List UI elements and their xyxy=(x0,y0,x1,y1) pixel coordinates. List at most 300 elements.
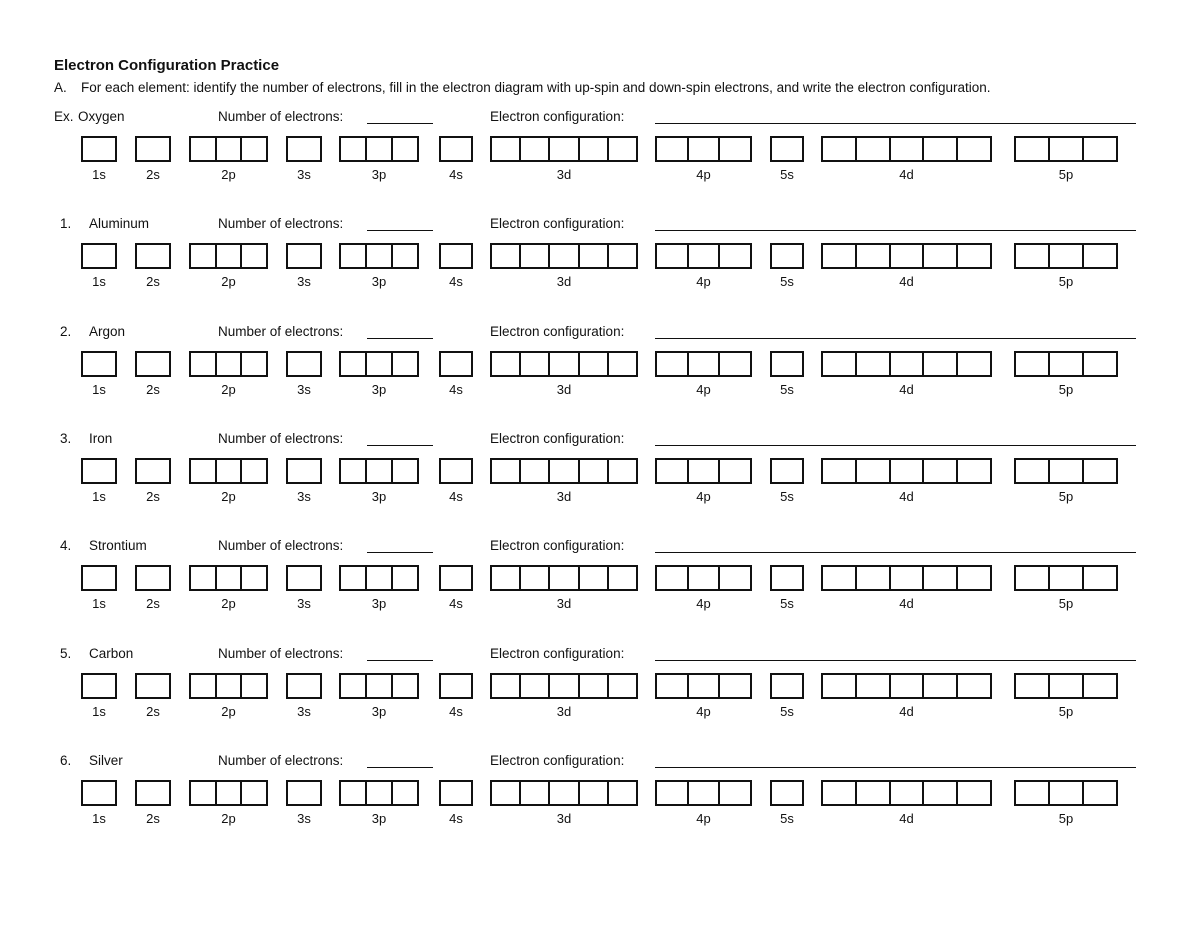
orbital-cell[interactable] xyxy=(548,567,577,589)
orbital-cell[interactable] xyxy=(1016,353,1048,375)
orbital-cell[interactable] xyxy=(657,567,687,589)
orbital-box-2s xyxy=(135,673,171,699)
orbital-cell[interactable] xyxy=(922,782,956,804)
orbital-cell[interactable] xyxy=(492,353,519,375)
orbital-cell[interactable] xyxy=(441,460,471,482)
orbital-box-3s xyxy=(286,243,322,269)
orbital-box-2p xyxy=(189,351,268,377)
num-electrons-blank[interactable] xyxy=(367,445,433,446)
orbital-cell[interactable] xyxy=(823,460,855,482)
orbital-label: 1s xyxy=(92,167,106,182)
orbital-box-5s xyxy=(770,673,804,699)
example-row xyxy=(0,108,1200,188)
orbital-cell[interactable] xyxy=(519,245,548,267)
orbital-cell[interactable] xyxy=(889,245,923,267)
orbital-cell[interactable] xyxy=(1082,782,1116,804)
orbital-box-5s xyxy=(770,243,804,269)
orbital-cell[interactable] xyxy=(718,567,750,589)
orbital-box-2p xyxy=(189,136,268,162)
orbital-cell[interactable] xyxy=(137,782,169,804)
orbital-cell[interactable] xyxy=(441,567,471,589)
element-name: Oxygen xyxy=(78,109,125,124)
orbital-label: 3p xyxy=(371,167,387,182)
orbital-cell[interactable] xyxy=(240,138,266,160)
orbital-cell[interactable] xyxy=(191,353,215,375)
orbital-cell[interactable] xyxy=(492,782,519,804)
orbital-cell[interactable] xyxy=(956,353,990,375)
orbital-box-4p xyxy=(655,136,752,162)
orbital-cell[interactable] xyxy=(578,567,607,589)
orbital-label: 5s xyxy=(780,596,794,611)
orbital-cell[interactable] xyxy=(83,353,115,375)
orbital-cell[interactable] xyxy=(240,245,266,267)
orbital-label: 5p xyxy=(1058,596,1074,611)
orbital-box-2s xyxy=(135,351,171,377)
orbital-cell[interactable] xyxy=(772,353,802,375)
orbital-cell[interactable] xyxy=(687,353,719,375)
orbital-box-3s xyxy=(286,136,322,162)
orbital-label: 3p xyxy=(371,274,387,289)
orbital-cell[interactable] xyxy=(607,138,636,160)
orbital-label: 2s xyxy=(146,167,160,182)
orbital-cell[interactable] xyxy=(889,675,923,697)
orbital-cell[interactable] xyxy=(855,138,889,160)
question-row xyxy=(0,430,1200,510)
orbital-box-2s xyxy=(135,136,171,162)
orbital-cell[interactable] xyxy=(718,460,750,482)
orbital-label: 1s xyxy=(92,382,106,397)
orbital-cell[interactable] xyxy=(548,782,577,804)
orbital-box-5s xyxy=(770,351,804,377)
orbital-label: 3d xyxy=(556,704,572,719)
orbital-cell[interactable] xyxy=(607,460,636,482)
orbital-label: 4p xyxy=(696,811,711,826)
orbital-cell[interactable] xyxy=(492,460,519,482)
orbital-cell[interactable] xyxy=(718,138,750,160)
orbital-label: 5p xyxy=(1058,811,1074,826)
orbital-cell[interactable] xyxy=(288,245,320,267)
orbital-cell[interactable] xyxy=(922,353,956,375)
element-name: Carbon xyxy=(89,646,134,661)
orbital-cell[interactable] xyxy=(772,782,802,804)
orbital-cell[interactable] xyxy=(772,567,802,589)
orbital-cell[interactable] xyxy=(365,567,391,589)
orbital-cell[interactable] xyxy=(855,782,889,804)
orbital-cell[interactable] xyxy=(1048,782,1082,804)
orbital-cell[interactable] xyxy=(191,138,215,160)
orbital-cell[interactable] xyxy=(288,353,320,375)
electron-config-blank[interactable] xyxy=(655,552,1136,553)
orbital-cell[interactable] xyxy=(607,567,636,589)
orbital-cell[interactable] xyxy=(1016,138,1048,160)
orbital-cell[interactable] xyxy=(607,353,636,375)
orbital-cell[interactable] xyxy=(1082,138,1116,160)
orbital-cell[interactable] xyxy=(922,567,956,589)
num-electrons-blank[interactable] xyxy=(367,338,433,339)
orbital-cell[interactable] xyxy=(772,675,802,697)
orbital-cell[interactable] xyxy=(823,567,855,589)
orbital-cell[interactable] xyxy=(956,460,990,482)
orbital-box-3s xyxy=(286,780,322,806)
orbital-cell[interactable] xyxy=(240,782,266,804)
orbital-cell[interactable] xyxy=(391,782,417,804)
orbital-label: 3d xyxy=(556,167,572,182)
orbital-box-5p xyxy=(1014,780,1118,806)
orbital-cell[interactable] xyxy=(687,675,719,697)
orbital-label: 4p xyxy=(696,704,711,719)
orbital-label: 5p xyxy=(1058,167,1074,182)
orbital-label: 4d xyxy=(899,382,914,397)
orbital-cell[interactable] xyxy=(391,675,417,697)
orbital-cell[interactable] xyxy=(83,782,115,804)
orbital-cell[interactable] xyxy=(956,138,990,160)
orbital-cell[interactable] xyxy=(823,675,855,697)
electron-config-blank[interactable] xyxy=(655,123,1136,124)
orbital-cell[interactable] xyxy=(341,782,365,804)
orbital-cell[interactable] xyxy=(889,460,923,482)
question-row xyxy=(0,645,1200,725)
element-name: Iron xyxy=(89,431,113,446)
orbital-cell[interactable] xyxy=(341,460,365,482)
orbital-cell[interactable] xyxy=(1048,460,1082,482)
orbital-cell[interactable] xyxy=(391,245,417,267)
orbital-cell[interactable] xyxy=(772,245,802,267)
orbital-cell[interactable] xyxy=(288,782,320,804)
orbital-cell[interactable] xyxy=(922,245,956,267)
orbital-label: 3d xyxy=(556,811,572,826)
orbital-label: 3p xyxy=(371,596,387,611)
electron-config-blank[interactable] xyxy=(655,338,1136,339)
orbital-label: 5s xyxy=(780,489,794,504)
orbital-cell[interactable] xyxy=(288,138,320,160)
orbital-cell[interactable] xyxy=(215,675,241,697)
question-number: 1. xyxy=(60,216,72,231)
orbital-cell[interactable] xyxy=(365,782,391,804)
orbital-label: 4s xyxy=(449,382,463,397)
orbital-box-2s xyxy=(135,780,171,806)
orbital-cell[interactable] xyxy=(341,567,365,589)
orbital-cell[interactable] xyxy=(137,353,169,375)
orbital-label: 3p xyxy=(371,704,387,719)
num-electrons-blank[interactable] xyxy=(367,230,433,231)
orbital-cell[interactable] xyxy=(365,353,391,375)
orbital-box-1s xyxy=(81,780,117,806)
orbital-cell[interactable] xyxy=(215,460,241,482)
electron-config-blank[interactable] xyxy=(655,230,1136,231)
orbital-box-5p xyxy=(1014,351,1118,377)
orbital-cell[interactable] xyxy=(191,782,215,804)
orbital-cell[interactable] xyxy=(889,138,923,160)
element-name: Silver xyxy=(89,753,123,768)
orbital-cell[interactable] xyxy=(855,460,889,482)
question-row xyxy=(0,323,1200,403)
question-number: 2. xyxy=(60,324,72,339)
orbital-cell[interactable] xyxy=(519,675,548,697)
orbital-cell[interactable] xyxy=(519,782,548,804)
orbital-cell[interactable] xyxy=(578,460,607,482)
orbital-box-5s xyxy=(770,458,804,484)
orbital-cell[interactable] xyxy=(1082,460,1116,482)
orbital-cell[interactable] xyxy=(607,675,636,697)
orbital-cell[interactable] xyxy=(240,675,266,697)
orbital-cell[interactable] xyxy=(1048,353,1082,375)
orbital-cell[interactable] xyxy=(548,138,577,160)
orbital-cell[interactable] xyxy=(341,353,365,375)
orbital-cell[interactable] xyxy=(718,675,750,697)
orbital-label: 4p xyxy=(696,596,711,611)
orbital-cell[interactable] xyxy=(823,138,855,160)
orbital-cell[interactable] xyxy=(137,567,169,589)
orbital-cell[interactable] xyxy=(391,567,417,589)
orbital-cell[interactable] xyxy=(657,675,687,697)
orbital-cell[interactable] xyxy=(441,675,471,697)
orbital-cell[interactable] xyxy=(83,138,115,160)
orbital-label: 3d xyxy=(556,274,572,289)
orbital-cell[interactable] xyxy=(83,567,115,589)
orbital-cell[interactable] xyxy=(240,353,266,375)
orbital-cell[interactable] xyxy=(772,460,802,482)
orbital-cell[interactable] xyxy=(889,782,923,804)
orbital-label: 4d xyxy=(899,489,914,504)
orbital-cell[interactable] xyxy=(519,567,548,589)
orbital-box-3d xyxy=(490,351,638,377)
orbital-cell[interactable] xyxy=(519,353,548,375)
num-electrons-label: Number of electrons: xyxy=(218,109,344,124)
orbital-cell[interactable] xyxy=(240,567,266,589)
num-electrons-label: Number of electrons: xyxy=(218,216,344,231)
orbital-cell[interactable] xyxy=(578,675,607,697)
orbital-cell[interactable] xyxy=(657,245,687,267)
orbital-cell[interactable] xyxy=(137,245,169,267)
orbital-cell[interactable] xyxy=(492,567,519,589)
orbital-box-1s xyxy=(81,136,117,162)
orbital-box-2s xyxy=(135,243,171,269)
orbital-cell[interactable] xyxy=(215,567,241,589)
orbital-box-3d xyxy=(490,780,638,806)
orbital-cell[interactable] xyxy=(365,138,391,160)
orbital-cell[interactable] xyxy=(1082,567,1116,589)
orbital-cell[interactable] xyxy=(137,460,169,482)
question-number: 5. xyxy=(60,646,72,661)
orbital-cell[interactable] xyxy=(288,567,320,589)
orbital-cell[interactable] xyxy=(855,245,889,267)
orbital-label: 4p xyxy=(696,489,711,504)
orbital-label: 3s xyxy=(297,704,311,719)
orbital-cell[interactable] xyxy=(365,675,391,697)
orbital-cell[interactable] xyxy=(365,245,391,267)
orbital-label: 3p xyxy=(371,382,387,397)
orbital-label: 2p xyxy=(221,167,236,182)
orbital-cell[interactable] xyxy=(772,138,802,160)
orbital-cell[interactable] xyxy=(657,782,687,804)
orbital-label: 2s xyxy=(146,382,160,397)
orbital-cell[interactable] xyxy=(548,353,577,375)
orbital-label: 5s xyxy=(780,274,794,289)
orbital-cell[interactable] xyxy=(391,353,417,375)
orbital-cell[interactable] xyxy=(548,460,577,482)
orbital-label: 1s xyxy=(92,489,106,504)
orbital-cell[interactable] xyxy=(83,460,115,482)
orbital-label: 3s xyxy=(297,274,311,289)
orbital-cell[interactable] xyxy=(137,138,169,160)
orbital-box-3d xyxy=(490,565,638,591)
orbital-cell[interactable] xyxy=(687,567,719,589)
electron-config-label: Electron configuration: xyxy=(490,753,625,768)
orbital-box-1s xyxy=(81,673,117,699)
orbital-cell[interactable] xyxy=(492,245,519,267)
orbital-cell[interactable] xyxy=(365,460,391,482)
orbital-cell[interactable] xyxy=(137,675,169,697)
orbital-box-3s xyxy=(286,351,322,377)
orbital-cell[interactable] xyxy=(215,245,241,267)
orbital-cell[interactable] xyxy=(191,460,215,482)
orbital-box-4p xyxy=(655,458,752,484)
orbital-label: 3s xyxy=(297,811,311,826)
orbital-cell[interactable] xyxy=(657,138,687,160)
orbital-cell[interactable] xyxy=(1082,245,1116,267)
orbital-cell[interactable] xyxy=(922,460,956,482)
num-electrons-blank[interactable] xyxy=(367,660,433,661)
num-electrons-blank[interactable] xyxy=(367,123,433,124)
orbital-cell[interactable] xyxy=(578,782,607,804)
orbital-label: 4p xyxy=(696,382,711,397)
orbital-cell[interactable] xyxy=(855,353,889,375)
orbital-cell[interactable] xyxy=(718,245,750,267)
orbital-cell[interactable] xyxy=(1016,245,1048,267)
orbital-label: 5s xyxy=(780,704,794,719)
orbital-label: 1s xyxy=(92,274,106,289)
orbital-cell[interactable] xyxy=(1082,675,1116,697)
orbital-cell[interactable] xyxy=(215,138,241,160)
orbital-label: 4s xyxy=(449,489,463,504)
orbital-box-3s xyxy=(286,673,322,699)
orbital-cell[interactable] xyxy=(855,675,889,697)
orbital-cell[interactable] xyxy=(341,245,365,267)
orbital-cell[interactable] xyxy=(1048,675,1082,697)
orbital-cell[interactable] xyxy=(657,460,687,482)
orbital-cell[interactable] xyxy=(441,138,471,160)
electron-config-label: Electron configuration: xyxy=(490,109,625,124)
orbital-cell[interactable] xyxy=(1082,353,1116,375)
orbital-cell[interactable] xyxy=(391,138,417,160)
orbital-cell[interactable] xyxy=(607,245,636,267)
orbital-cell[interactable] xyxy=(687,782,719,804)
orbital-label: 5p xyxy=(1058,382,1074,397)
orbital-cell[interactable] xyxy=(922,138,956,160)
orbital-label: 4d xyxy=(899,274,914,289)
orbital-box-3s xyxy=(286,565,322,591)
orbital-cell[interactable] xyxy=(1016,675,1048,697)
orbital-label: 4p xyxy=(696,167,711,182)
orbital-cell[interactable] xyxy=(519,460,548,482)
orbital-box-2s xyxy=(135,565,171,591)
electron-config-blank[interactable] xyxy=(655,767,1136,768)
orbital-cell[interactable] xyxy=(492,675,519,697)
orbital-cell[interactable] xyxy=(341,675,365,697)
orbital-box-4d xyxy=(821,780,992,806)
orbital-cell[interactable] xyxy=(1016,782,1048,804)
orbital-label: 5p xyxy=(1058,274,1074,289)
orbital-cell[interactable] xyxy=(657,353,687,375)
orbital-cell[interactable] xyxy=(441,353,471,375)
orbital-cell[interactable] xyxy=(889,353,923,375)
orbital-cell[interactable] xyxy=(492,138,519,160)
orbital-label: 1s xyxy=(92,811,106,826)
orbital-cell[interactable] xyxy=(823,245,855,267)
orbital-cell[interactable] xyxy=(687,460,719,482)
electron-config-blank[interactable] xyxy=(655,445,1136,446)
orbital-cell[interactable] xyxy=(922,675,956,697)
orbital-cell[interactable] xyxy=(956,675,990,697)
orbital-cell[interactable] xyxy=(956,567,990,589)
orbital-cell[interactable] xyxy=(215,353,241,375)
orbital-cell[interactable] xyxy=(288,675,320,697)
orbital-box-3p xyxy=(339,458,419,484)
orbital-cell[interactable] xyxy=(191,675,215,697)
orbital-cell[interactable] xyxy=(240,460,266,482)
orbital-cell[interactable] xyxy=(1016,567,1048,589)
orbital-cell[interactable] xyxy=(441,782,471,804)
orbital-cell[interactable] xyxy=(191,567,215,589)
orbital-cell[interactable] xyxy=(441,245,471,267)
orbital-cell[interactable] xyxy=(956,782,990,804)
orbital-label: 2p xyxy=(221,274,236,289)
orbital-cell[interactable] xyxy=(687,245,719,267)
electron-config-blank[interactable] xyxy=(655,660,1136,661)
orbital-cell[interactable] xyxy=(956,245,990,267)
orbital-cell[interactable] xyxy=(718,782,750,804)
orbital-cell[interactable] xyxy=(548,675,577,697)
orbital-cell[interactable] xyxy=(718,353,750,375)
orbital-cell[interactable] xyxy=(83,675,115,697)
orbital-cell[interactable] xyxy=(1048,245,1082,267)
orbital-box-4s xyxy=(439,780,473,806)
orbital-cell[interactable] xyxy=(607,782,636,804)
orbital-label: 4d xyxy=(899,167,914,182)
orbital-cell[interactable] xyxy=(1048,567,1082,589)
orbital-cell[interactable] xyxy=(288,460,320,482)
orbital-cell[interactable] xyxy=(578,245,607,267)
orbital-box-5s xyxy=(770,565,804,591)
orbital-cell[interactable] xyxy=(83,245,115,267)
orbital-box-4d xyxy=(821,458,992,484)
orbital-box-4d xyxy=(821,243,992,269)
orbital-box-3p xyxy=(339,136,419,162)
num-electrons-blank[interactable] xyxy=(367,552,433,553)
orbital-cell[interactable] xyxy=(823,782,855,804)
orbital-cell[interactable] xyxy=(687,138,719,160)
orbital-label: 3d xyxy=(556,382,572,397)
orbital-cell[interactable] xyxy=(823,353,855,375)
orbital-label: 5s xyxy=(780,811,794,826)
num-electrons-blank[interactable] xyxy=(367,767,433,768)
orbital-cell[interactable] xyxy=(341,138,365,160)
orbital-cell[interactable] xyxy=(191,245,215,267)
orbital-cell[interactable] xyxy=(1048,138,1082,160)
orbital-cell[interactable] xyxy=(519,138,548,160)
orbital-cell[interactable] xyxy=(1016,460,1048,482)
electron-config-label: Electron configuration: xyxy=(490,538,625,553)
orbital-cell[interactable] xyxy=(889,567,923,589)
orbital-cell[interactable] xyxy=(215,782,241,804)
orbital-cell[interactable] xyxy=(578,353,607,375)
orbital-cell[interactable] xyxy=(578,138,607,160)
question-row xyxy=(0,537,1200,617)
orbital-cell[interactable] xyxy=(548,245,577,267)
element-name: Aluminum xyxy=(89,216,150,231)
orbital-cell[interactable] xyxy=(855,567,889,589)
orbital-cell[interactable] xyxy=(391,460,417,482)
